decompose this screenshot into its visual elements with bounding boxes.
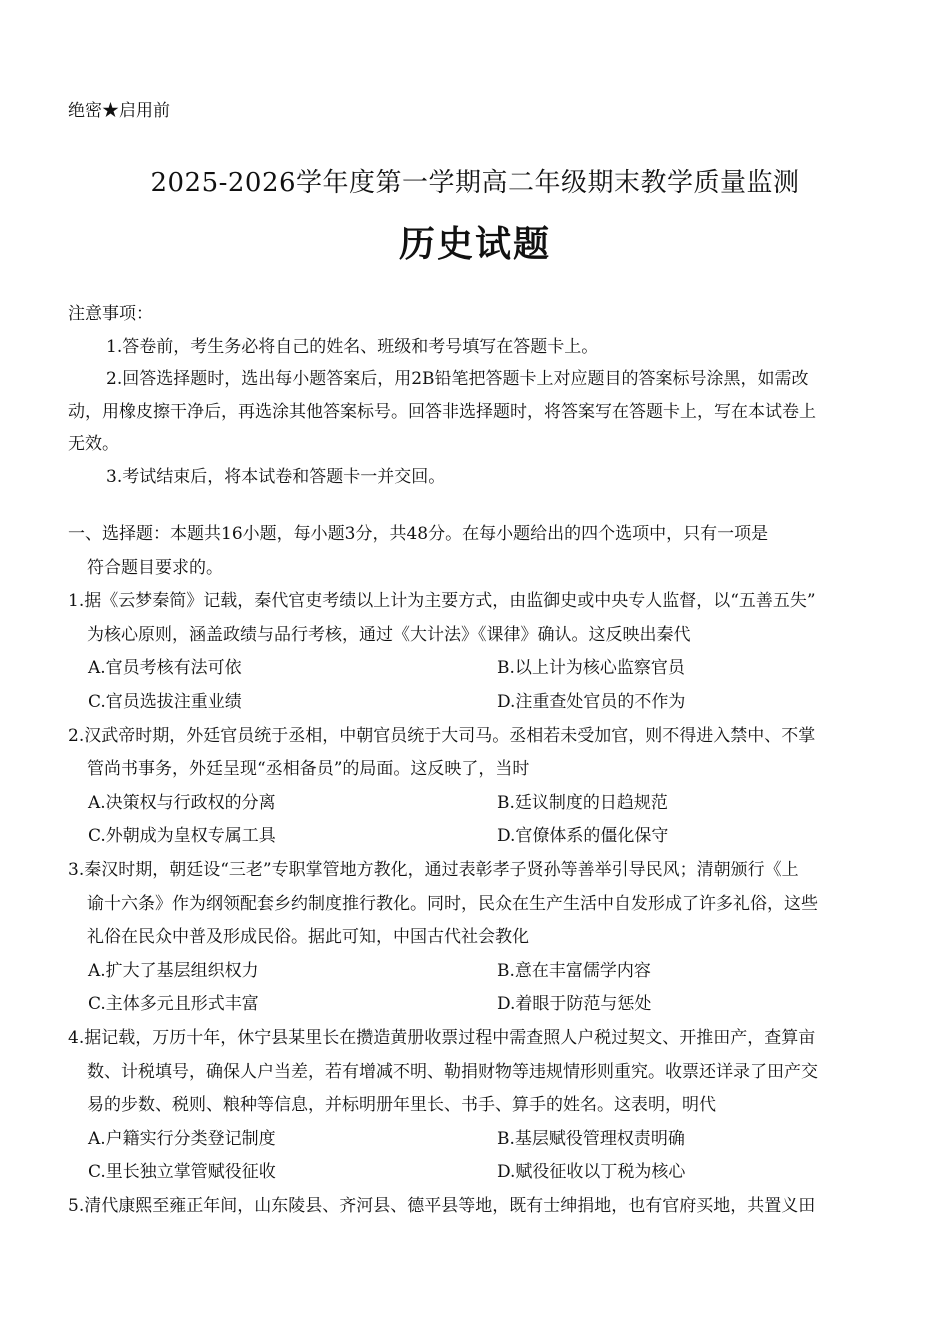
- question-text: 礼俗在民众中普及形成民俗。据此可知，中国古代社会教化: [87, 927, 529, 948]
- option-c: C.主体多元且形式丰富: [88, 994, 259, 1015]
- section-heading: 一、选择题：本题共16小题，每小题3分，共48分。在每小题给出的四个选项中，只有一项是: [68, 524, 769, 544]
- note-line: 1.答卷前，考生务必将自己的姓名、班级和考号填写在答题卡上。: [106, 336, 599, 357]
- question-4: [68, 1022, 886, 1190]
- option-d: D.官僚体系的僵化保守: [497, 826, 669, 847]
- question-5: [68, 1190, 886, 1224]
- option-row: [68, 988, 886, 1022]
- note-line: 无效。: [68, 434, 119, 454]
- question-2: [68, 720, 886, 854]
- question-3: [68, 854, 886, 1022]
- option-row: [68, 955, 886, 989]
- option-row: [68, 787, 886, 821]
- option-c: C.官员选拔注重业绩: [88, 691, 242, 712]
- option-row: [68, 652, 886, 686]
- exam-body: [68, 298, 886, 1223]
- question-text: 数、计税填号，确保人户当差，若有增减不明、勒捐财物等违规情形则重究。收票还详录了田产交: [87, 1061, 818, 1082]
- option-row: [68, 820, 886, 854]
- option-b: B.廷议制度的日趋规范: [497, 792, 668, 813]
- question-text: 管尚书事务，外廷呈现“丞相备员”的局面。这反映了，当时: [87, 759, 530, 780]
- question-text: 易的步数、税则、粮种等信息，并标明册年里长、书手、算手的姓名。这表明，明代: [87, 1095, 716, 1116]
- option-d: D.赋役征收以丁税为核心: [497, 1162, 686, 1183]
- option-b: B.意在丰富儒学内容: [497, 960, 651, 981]
- question-text: 3.秦汉时期，朝廷设“三老”专职掌管地方教化，通过表彰孝子贤孙等善举引导民风；清朝颁行《上: [68, 859, 799, 880]
- secret-mark: 绝密★启用前: [68, 101, 170, 121]
- question-text: 为核心原则，涵盖政绩与品行考核，通过《大计法》《课律》确认。这反映出秦代: [87, 624, 691, 645]
- exam-title: 历史试题: [398, 224, 551, 265]
- note-line: 3.考试结束后，将本试卷和答题卡一并交回。: [106, 466, 446, 487]
- option-c: C.里长独立掌管赋役征收: [88, 1162, 276, 1183]
- question-text: 谕十六条》作为纲领配套乡约制度推行教化。同时，民众在生产生活中自发形成了许多礼俗，这些: [87, 893, 818, 914]
- option-d: D.着眼于防范与惩处: [497, 994, 652, 1015]
- option-a: A.户籍实行分类登记制度: [88, 1128, 276, 1149]
- question-text: 1.据《云梦秦简》记载，秦代官吏考绩以上计为主要方式，由监御史或中央专人监督，以“五善五失”: [68, 591, 816, 612]
- section-heading-cont: 符合题目要求的。: [87, 557, 223, 578]
- question-text: 2.汉武帝时期，外廷官员统于丞相，中朝官员统于大司马。丞相若未受加官，则不得进入禁中、不掌: [68, 725, 816, 746]
- option-a: A.官员考核有法可依: [88, 658, 242, 679]
- option-row: [68, 1123, 886, 1157]
- note-line: 2.回答选择题时，选出每小题答案后，用2B铅笔把答题卡上对应题目的答案标号涂黑，如需改: [106, 369, 809, 389]
- question-text: 4.据记载，万历十年，休宁县某里长在攒造黄册收票过程中需查照人户税过契文、开推田产，查算亩: [68, 1027, 816, 1048]
- question-1: [68, 585, 886, 719]
- notes-section: [68, 298, 886, 493]
- option-c: C.外朝成为皇权专属工具: [88, 826, 276, 847]
- option-b: B.基层赋役管理权责明确: [497, 1128, 685, 1149]
- exam-subtitle: 2025-2026学年度第一学期高二年级期末教学质量监测: [150, 168, 800, 198]
- note-line: 动，用橡皮擦干净后，再选涂其他答案标号。回答非选择题时，将答案写在答题卡上，写在本试卷上: [68, 401, 816, 422]
- option-row: [68, 1156, 886, 1190]
- option-b: B.以上计为核心监察官员: [497, 658, 685, 679]
- option-d: D.注重查处官员的不作为: [497, 691, 686, 712]
- notes-heading: 注意事项：: [68, 304, 153, 324]
- option-a: A.决策权与行政权的分离: [88, 792, 276, 813]
- option-row: [68, 686, 886, 720]
- question-text: 5.清代康熙至雍正年间，山东陵县、齐河县、德平县等地，既有士绅捐地，也有官府买地，共置义田: [68, 1195, 816, 1216]
- option-a: A.扩大了基层组织权力: [88, 960, 259, 981]
